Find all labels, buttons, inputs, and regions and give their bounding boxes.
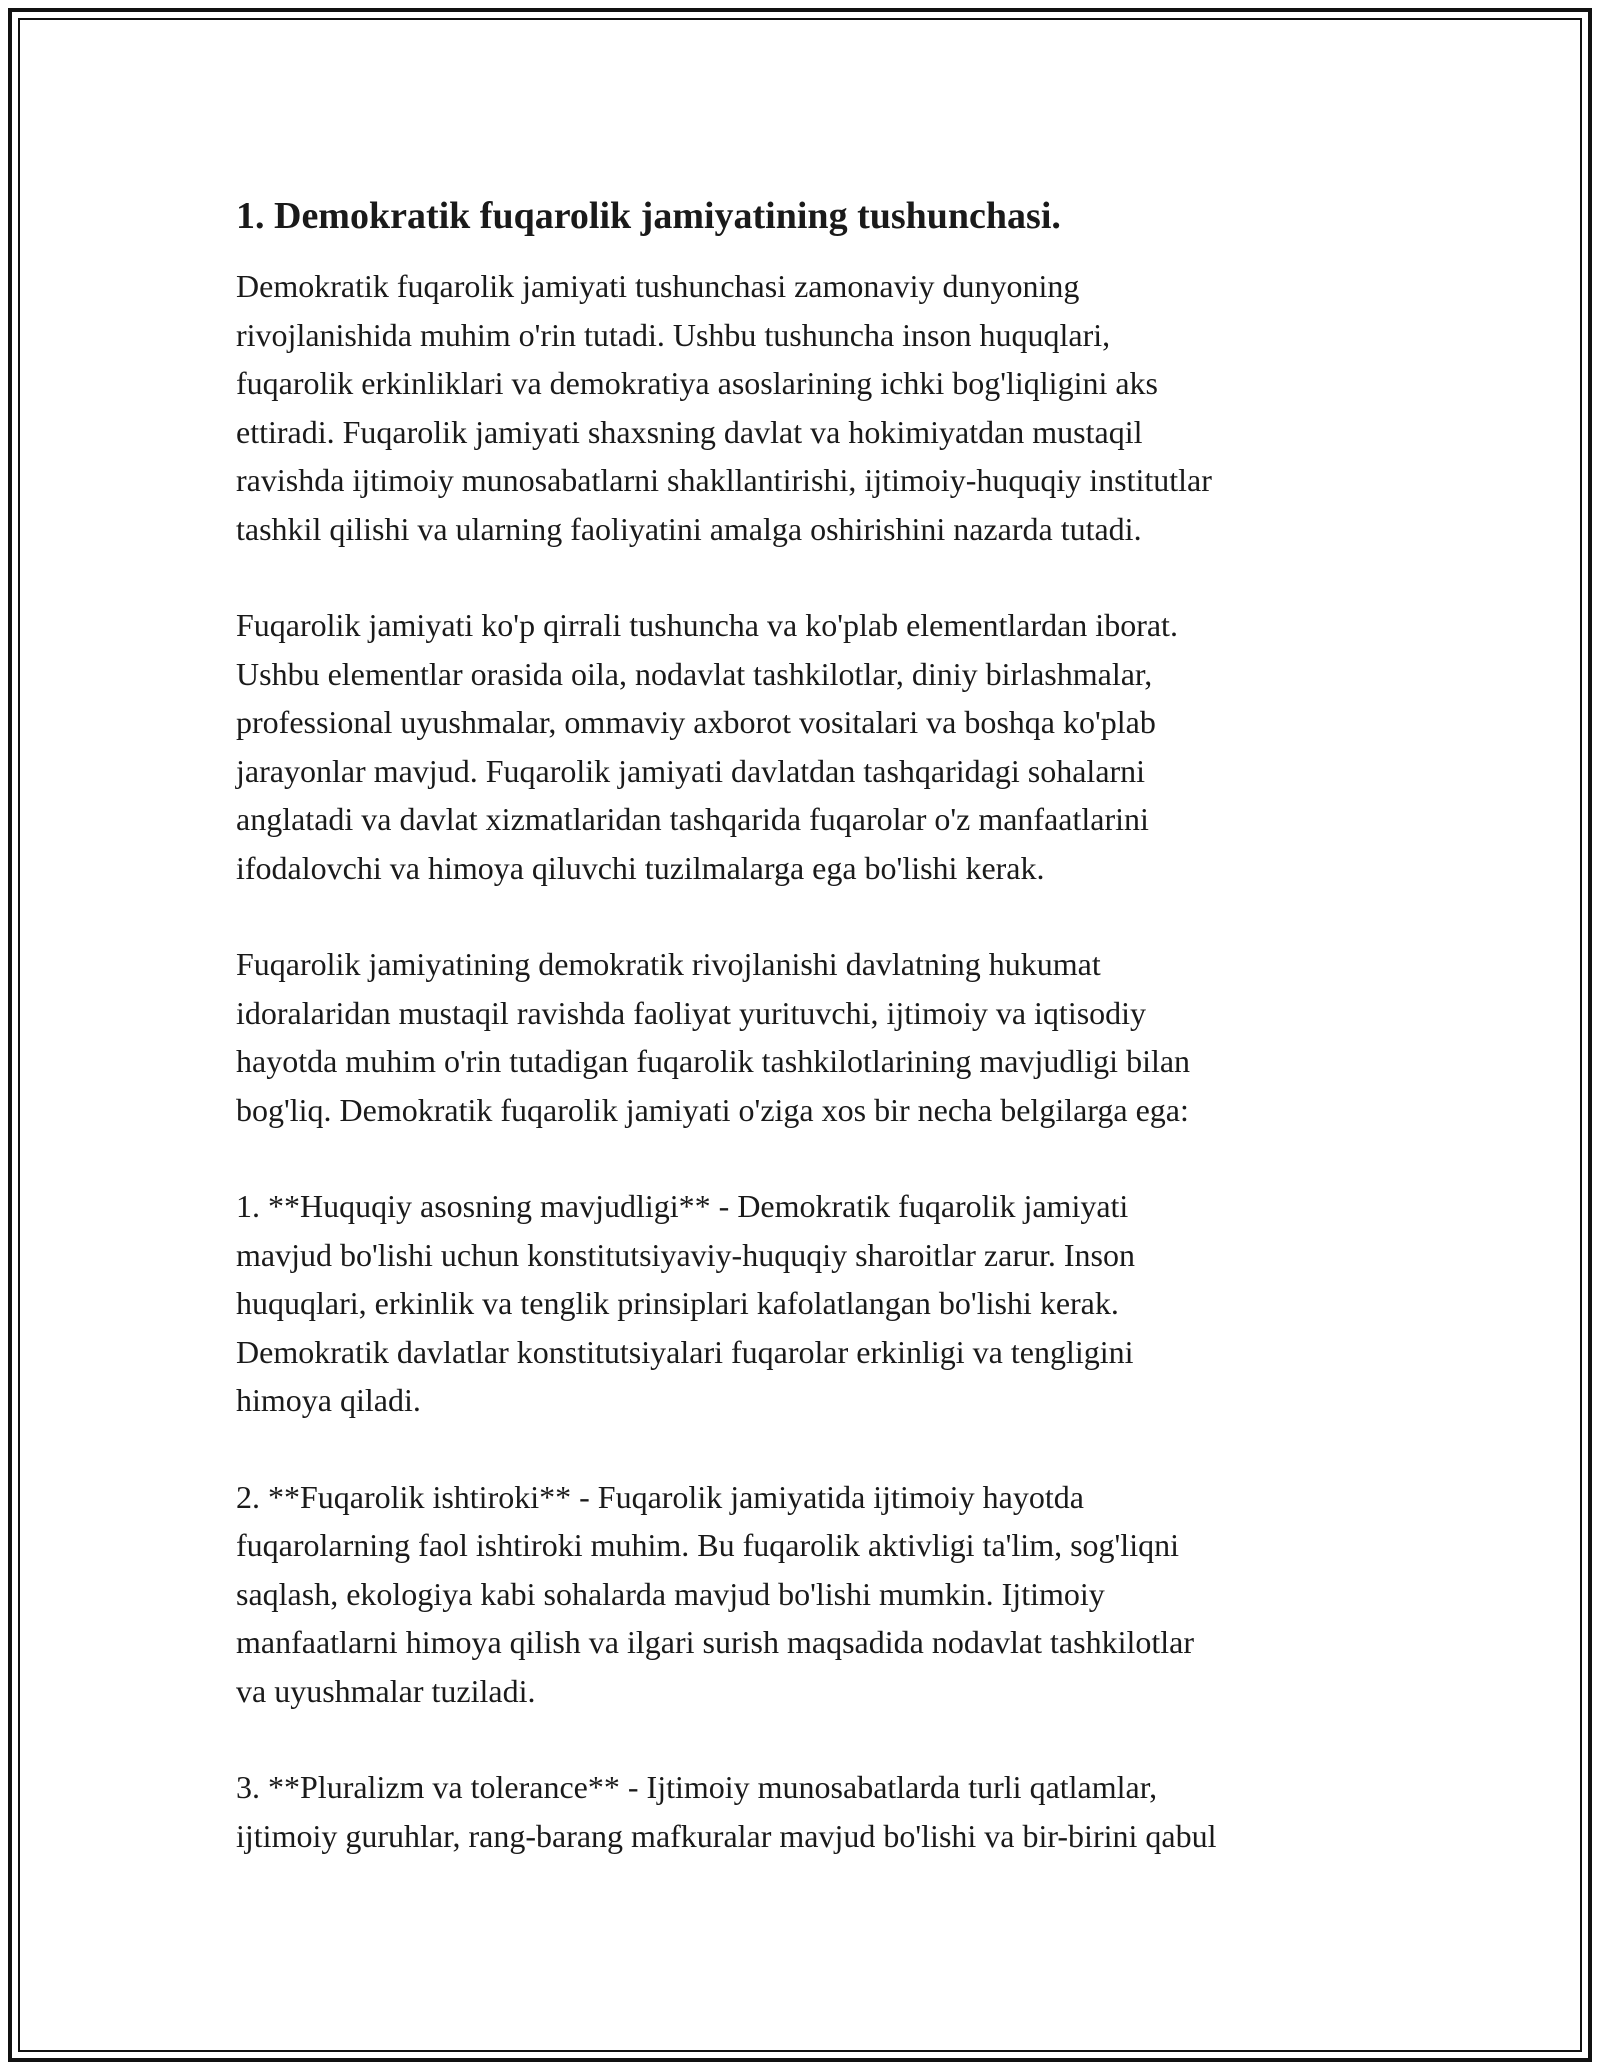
document-title: 1. Demokratik fuqarolik jamiyatining tushunchasi. bbox=[236, 195, 1061, 237]
text-line: fuqarolarning faol ishtiroki muhim. Bu fuqarolik aktivligi ta'lim, sog'liqni bbox=[236, 1527, 1179, 1563]
text-line: 3. **Pluralizm va tolerance** - Ijtimoiy munosabatlarda turli qatlamlar, bbox=[236, 1769, 1158, 1805]
text-line: mavjud bo'lishi uchun konstitutsiyaviy-huquqiy sharoitlar zarur. Inson bbox=[236, 1236, 1135, 1273]
text-line: ifodalovchi va himoya qiluvchi tuzilmalarga ega bo'lishi kerak. bbox=[236, 849, 1045, 886]
text-line: saqlash, ekologiya kabi sohalarda mavjud bo'lishi mumkin. Ijtimoiy bbox=[236, 1575, 1105, 1612]
document-body bbox=[236, 192, 1386, 1908]
text-line: tashkil qilishi va ularning faoliyatini amalga oshirishini nazarda tutadi. bbox=[236, 510, 1142, 547]
text-line: anglatadi va davlat xizmatlaridan tashqarida fuqarolar o'z manfaatlarini bbox=[236, 801, 1149, 837]
text-line: huquqlari, erkinlik va tenglik prinsiplari kafolatlangan bo'lishi kerak. bbox=[236, 1285, 1119, 1321]
list-item-1 bbox=[236, 1182, 1386, 1425]
text-line: professional uyushmalar, ommaviy axborot vositalari va boshqa ko'plab bbox=[236, 704, 1156, 740]
paragraph-1 bbox=[236, 262, 1386, 553]
text-line: Ushbu elementlar orasida oila, nodavlat tashkilotlar, diniy birlashmalar, bbox=[236, 655, 1153, 692]
paragraph-2 bbox=[236, 601, 1386, 892]
text-line: Fuqarolik jamiyati ko'p qirrali tushuncha va ko'plab elementlardan iborat. bbox=[236, 607, 1178, 643]
text-line: rivojlanishida muhim o'rin tutadi. Ushbu tushuncha inson huquqlari, bbox=[236, 316, 1111, 353]
text-line: hayotda muhim o'rin tutadigan fuqarolik tashkilotlarining mavjudligi bilan bbox=[236, 1043, 1191, 1079]
paragraph-3 bbox=[236, 940, 1386, 1134]
text-line: fuqarolik erkinliklari va demokratiya asoslarining ichki bog'liqligini aks bbox=[236, 365, 1158, 401]
text-line: bog'liq. Demokratik fuqarolik jamiyati o'ziga xos bir necha belgilarga ega: bbox=[236, 1091, 1189, 1128]
list-item-3 bbox=[236, 1763, 1386, 1860]
text-line: va uyushmalar tuziladi. bbox=[236, 1672, 536, 1709]
text-line: jarayonlar mavjud. Fuqarolik jamiyati davlatdan tashqaridagi sohalarni bbox=[236, 752, 1146, 789]
text-line: manfaatlarni himoya qilish va ilgari surish maqsadida nodavlat tashkilotlar bbox=[236, 1624, 1194, 1660]
text-line: 2. **Fuqarolik ishtiroki** - Fuqarolik jamiyatida ijtimoiy hayotda bbox=[236, 1478, 1084, 1515]
text-line: Demokratik fuqarolik jamiyati tushunchasi zamonaviy dunyoning bbox=[236, 268, 1080, 304]
text-line: 1. **Huquqiy asosning mavjudligi** - Demokratik fuqarolik jamiyati bbox=[236, 1188, 1129, 1224]
text-line: ettiradi. Fuqarolik jamiyati shaxsning davlat va hokimiyatdan mustaqil bbox=[236, 413, 1143, 450]
text-line: Fuqarolik jamiyatining demokratik rivojlanishi davlatning hukumat bbox=[236, 946, 1101, 982]
text-line: idoralaridan mustaqil ravishda faoliyat yurituvchi, ijtimoiy va iqtisodiy bbox=[236, 994, 1147, 1031]
text-line: Demokratik davlatlar konstitutsiyalari fuqarolar erkinligi va tengligini bbox=[236, 1333, 1134, 1370]
text-line: ijtimoiy guruhlar, rang-barang mafkuralar mavjud bo'lishi va bir-birini qabul bbox=[236, 1817, 1217, 1854]
list-item-2 bbox=[236, 1473, 1386, 1716]
text-line: himoya qiladi. bbox=[236, 1382, 421, 1418]
text-line: ravishda ijtimoiy munosabatlarni shakllantirishi, ijtimoiy-huquqiy institutlar bbox=[236, 462, 1212, 498]
